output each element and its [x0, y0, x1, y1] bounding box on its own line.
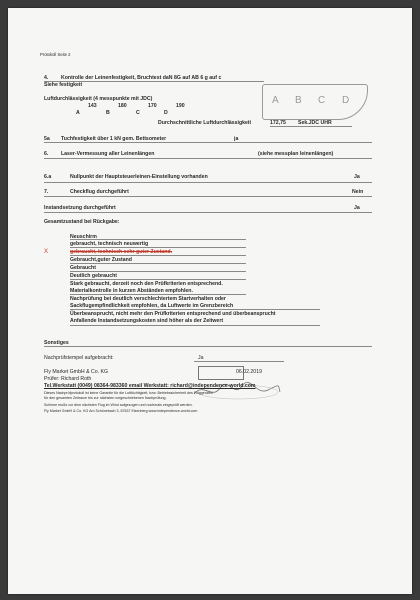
divider: [70, 247, 246, 248]
repair-value: Ja: [354, 205, 360, 211]
abcd-letter-b: B: [295, 95, 302, 106]
divider: [44, 212, 372, 213]
overall-condition-title: Gesamtzustand bei Rückgabe:: [44, 219, 120, 225]
protocol-page-label: Protokoll Seite 2: [40, 52, 71, 57]
disclaimer-line: Schirme mußs vor dem nächsten Flug im Wind aufgezogen und nochmals eingeprüft werden.: [44, 403, 193, 407]
divider: [270, 126, 352, 127]
section-6-label: Laser-Vermessung aller Leinenlängen: [61, 151, 155, 157]
section-5a-label: Tuchfestigkeit über 1 kN gem. Bettsometer: [61, 136, 167, 142]
section-7-value: Nein: [352, 189, 364, 195]
porosity-value-d: 190: [176, 103, 185, 109]
divider: [70, 271, 246, 272]
condition-item: Überbeansprucht, nicht mehr den Prüfkriterien entsprechend und überbeansprucht: [70, 311, 276, 317]
condition-item: Neuschirm: [70, 234, 97, 240]
porosity-average-value: 172,75: [270, 120, 286, 126]
abcd-letter-c: C: [318, 95, 326, 106]
divider: [70, 239, 246, 240]
section-6a-value: Ja: [354, 174, 360, 180]
divider: [44, 196, 372, 197]
porosity-average-label: Durchschnittliche Luftdurchlässigkeit: [158, 120, 252, 126]
company-name: Fly Market GmbH & Co. KG: [44, 369, 108, 375]
porosity-value-c: 170: [148, 103, 157, 109]
section-5a-number: 5a: [44, 136, 50, 142]
divider: [44, 81, 264, 82]
disclaimer-line: für den gesamten Zeitraum bis zur nächsten vorgeschriebenen Nachprüfung.: [44, 396, 167, 400]
abcd-letter-a: A: [272, 95, 279, 106]
section-4-subtitle: Siehe festigkeit: [44, 82, 83, 88]
condition-item: Gebraucht: [70, 265, 96, 271]
section-4-number: 4.: [44, 75, 49, 81]
divider: [70, 263, 246, 264]
condition-item: Nachprüfung bei deutlich verschlechtertem Startverhalten oder: [70, 296, 226, 302]
condition-item: Stark gebraucht, derzeit noch den Prüfkriterien entsprechend.: [70, 281, 223, 287]
condition-item: Gebraucht,guter Zustand: [70, 257, 132, 263]
divider: [44, 142, 372, 143]
porosity-letter-a: A: [76, 110, 80, 116]
section-7-label: Checkflug durchgeführt: [70, 189, 129, 195]
contact-line: Tel.Werkstatt (0049) 08364-983360 email Werkstatt: richard@independence-world.com: [44, 383, 256, 389]
divider: [44, 158, 372, 159]
porosity-value-a: 143: [88, 103, 97, 109]
section-6a-number: 6.a: [44, 174, 52, 180]
condition-mark: X: [44, 249, 49, 255]
inspector-name: Prüfer: Richard Roth: [44, 376, 92, 382]
section-7-number: 7.: [44, 189, 49, 195]
porosity-label: Luftdurchlässigkeit (4 messpunkte mit JDC): [44, 96, 153, 102]
divider: [70, 255, 246, 256]
section-4-title: Kontrolle der Leinenfestigkeit, Bruchtest daN 8G auf AB 6 g auf c: [61, 75, 222, 81]
section-6-value: (siehe messplan leinenlängen): [258, 151, 334, 157]
divider: [44, 182, 372, 183]
document-page: [8, 8, 412, 594]
section-5a-value: ja: [234, 136, 239, 142]
condition-item-selected: gebraucht, technisch sehr guter Zustand.: [70, 249, 173, 255]
disclaimer-line: Fly Market GmbH & Co. KG Am Schönebach 3, 87637 Eisenberg www.independence-world.com: [44, 409, 198, 413]
condition-item: Deutlich gebraucht: [70, 273, 117, 279]
porosity-average-unit: Sek.JDC UHR: [298, 120, 332, 126]
misc-title: Sonstiges: [44, 340, 69, 346]
porosity-letter-d: D: [164, 110, 168, 116]
condition-item: Sackflugempfindlichkeit empfohlen, da Luftwerte im Grenzbereich: [70, 303, 234, 309]
condition-item: Materialkontrolle in kurzen Abständen empfohlen.: [70, 288, 193, 294]
abcd-drawing-box: [262, 84, 368, 120]
abcd-letter-d: D: [342, 95, 350, 106]
section-6-number: 6.: [44, 151, 49, 157]
porosity-letter-b: B: [106, 110, 110, 116]
divider: [44, 346, 372, 347]
divider: [70, 279, 246, 280]
divider: [194, 361, 284, 362]
condition-item: Anfallende Instandsetzungskosten sind höher als der Zeitwert: [70, 318, 224, 324]
porosity-letter-c: C: [136, 110, 140, 116]
inspection-stamp-value: Ja: [198, 355, 204, 361]
condition-item: gebraucht, technisch neuwertig: [70, 241, 149, 247]
disclaimer-line: Dieses Nachprüfprotokoll ist keine Garantie für die Lufttüchtigkeit, bzw. Betriebssicherheit des Fluggerätes: [44, 391, 213, 395]
repair-label: Instandsetzung durchgeführt: [44, 205, 116, 211]
section-6a-label: Nullpunkt der Hauptsteuerleinen-Einstellung vorhanden: [70, 174, 208, 180]
porosity-value-b: 180: [118, 103, 127, 109]
divider: [70, 294, 246, 295]
divider: [70, 309, 320, 310]
inspection-stamp-label: Nachprüfstempel aufgebracht:: [44, 355, 114, 361]
divider: [70, 325, 320, 326]
inspection-date: 06.02.2019: [236, 369, 262, 375]
